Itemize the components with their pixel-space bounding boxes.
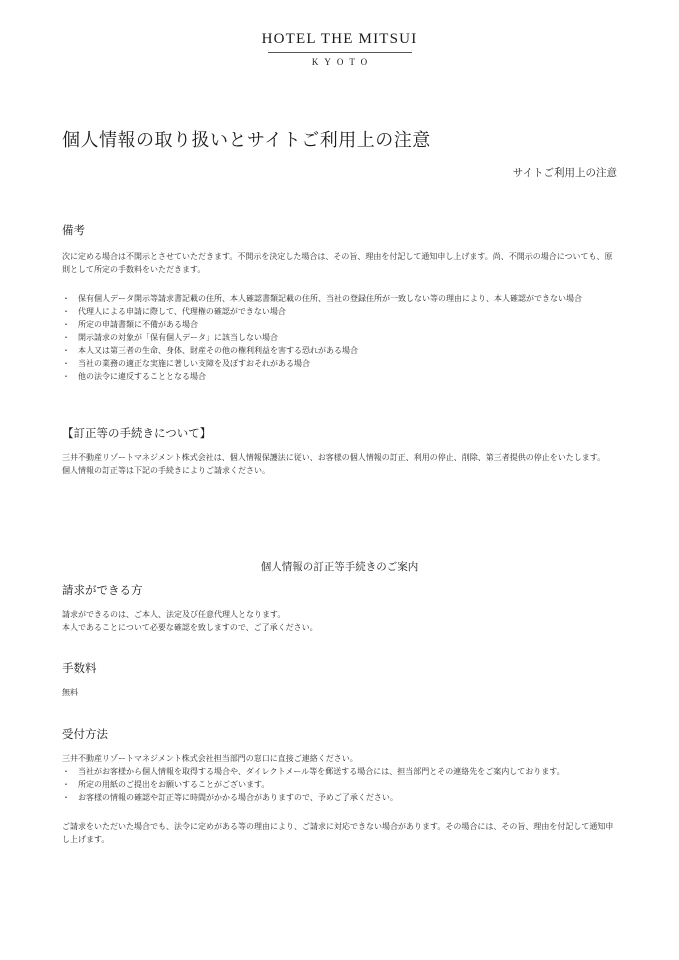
method-section <box>62 726 618 846</box>
method-heading: 受付方法 <box>62 727 108 741</box>
page-title: 個人情報の取り扱いとサイトご利用上の注意 <box>62 130 431 151</box>
list-item: ・ お客様の情報の確認や訂正等に時間がかかる場合がありますので、予めご了承ください。 <box>62 793 398 802</box>
who-heading: 請求ができる方 <box>62 583 143 597</box>
teisei-heading: 【訂正等の手続きについて】 <box>62 426 212 440</box>
bullet-mark: ・ <box>62 346 70 355</box>
list-item: ・ 代理人による申請に際して、代理権の確認ができない場合 <box>62 307 286 316</box>
page-subtitle: サイトご利用上の注意 <box>512 167 617 179</box>
teisei-section <box>62 425 618 477</box>
hotel-logo[interactable] <box>0 30 679 67</box>
bullet-mark: ・ <box>62 793 70 802</box>
fee-value: 無料 <box>62 688 78 697</box>
logo-divider <box>268 52 412 53</box>
bullet-mark: ・ <box>62 372 70 381</box>
bullet-mark: ・ <box>62 780 70 789</box>
list-item: ・ 他の法令に違反することとなる場合 <box>62 372 206 381</box>
method-intro: 三井不動産リゾートマネジメント株式会社担当部門の窓口に直接ご連絡ください。 <box>62 754 358 763</box>
bullet-mark: ・ <box>62 359 70 368</box>
list-item: ・ 当社がお客様から個人情報を取得する場合や、ダイレクトメール等を郵送する場合には、担当部門とその連絡先をご案内しております。 <box>62 767 565 776</box>
biko-heading: 備考 <box>62 223 85 237</box>
logo-main-text: HOTEL THE MITSUI <box>261 31 418 47</box>
bullet-mark: ・ <box>62 767 70 776</box>
fee-heading: 手数料 <box>62 661 97 675</box>
list-item: ・ 保有個人データ開示等請求書記載の住所、本人確認書類記載の住所、当社の登録住所が一致しない等の理由により、本人確認ができない場合 <box>62 294 582 303</box>
who-line-2: 本人であることについて必要な確認を致しますので、ご了承ください。 <box>62 623 318 632</box>
biko-intro: 次に定める場合は不開示とさせていただきます。不開示を決定した場合は、その旨、理由を付記して通知申し上げます。尚、不開示の場合についても、原則として所定の手数料をいただきます。 <box>62 252 613 274</box>
biko-section <box>62 222 618 383</box>
list-item: ・ 当社の業務の適正な実施に著しい支障を及ぼすおそれがある場合 <box>62 359 310 368</box>
guide-title: 個人情報の訂正等手続きのご案内 <box>260 561 419 573</box>
list-item: ・ 開示請求の対象が「保有個人データ」に該当しない場合 <box>62 333 278 342</box>
who-section <box>62 582 618 634</box>
fee-section <box>62 660 618 699</box>
list-item: ・ 所定の用紙のご提出をお願いすることがございます。 <box>62 780 270 789</box>
logo-sub-text: KYOTO <box>311 57 374 67</box>
biko-list <box>62 292 618 383</box>
bullet-mark: ・ <box>62 307 70 316</box>
method-note: ご請求をいただいた場合でも、法令に定めがある等の理由により、ご請求に対応できない場合があります。その場合には、その旨、理由を付記して通知申し上げます。 <box>62 822 614 844</box>
list-item: ・ 本人又は第三者の生命、身体、財産その他の権利利益を害する恐れがある場合 <box>62 346 358 355</box>
bullet-mark: ・ <box>62 333 70 342</box>
who-line-1: 請求ができるのは、ご本人、法定及び任意代理人となります。 <box>62 610 286 619</box>
method-list <box>62 765 618 804</box>
teisei-line-1: 三井不動産リゾートマネジメント株式会社は、個人情報保護法に従い、お客様の個人情報の訂正、利用の停止、削除、第三者提供の停止をいたします。 <box>62 453 606 462</box>
list-item: ・ 所定の申請書類に不備がある場合 <box>62 320 198 329</box>
bullet-mark: ・ <box>62 294 70 303</box>
teisei-line-2: 個人情報の訂正等は下記の手続きによりご請求ください。 <box>62 466 270 475</box>
bullet-mark: ・ <box>62 320 70 329</box>
